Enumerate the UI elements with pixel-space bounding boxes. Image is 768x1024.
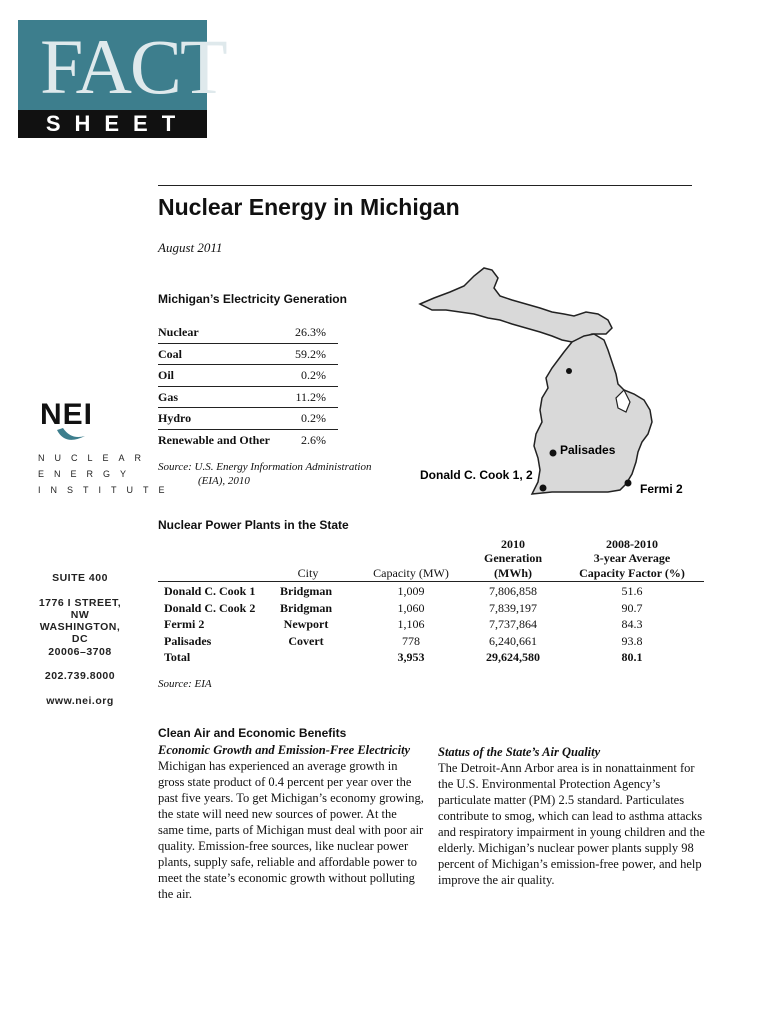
page-title: Nuclear Energy in Michigan (158, 194, 460, 220)
nei-address (30, 572, 130, 720)
document-date: August 2011 (158, 240, 223, 255)
table-total-row (158, 650, 704, 667)
nei-name-line: NUCLEAR (38, 453, 152, 463)
row-label: Renewable and Other (158, 432, 270, 447)
generation-heading: Michigan’s Electricity Generation (158, 292, 347, 306)
table-row (158, 344, 338, 366)
plant-capacity-factor: 93.8 (621, 633, 643, 648)
row-value: 2.6% (301, 432, 326, 447)
header-rule (158, 185, 692, 186)
right-subhead: Status of the State’s Air Quality (438, 745, 601, 759)
plant-generation: 6,240,661 (489, 633, 537, 648)
plant-capacity-factor: 51.6 (621, 584, 643, 598)
plant-capacity: 778 (402, 633, 420, 648)
fact-logo-top (18, 20, 226, 110)
total-generation: 29,624,580 (486, 650, 540, 664)
left-body: Michigan has experienced an average growth in gross state product of 0.4 percent per year over the past five years. To get Michigan’s economy growing, the state will need new sources of power. At the same time, parts of Michigan must deal with poor air quality. Emission-free sources, like nuclear power plants, supply safe, reliable and affordable power to meet the state’s economic growth without polluting the air. (158, 759, 424, 901)
row-value: 0.2% (301, 411, 326, 425)
fermi-label: Fermi 2 (640, 482, 683, 496)
table-row (158, 584, 704, 601)
palisades-marker (550, 450, 557, 457)
total-capacity: 3,953 (397, 650, 425, 664)
plant-generation: 7,839,197 (489, 600, 537, 615)
row-label: Oil (158, 368, 175, 382)
plant-generation: 7,806,858 (489, 584, 537, 598)
row-value: 26.3% (295, 325, 326, 339)
cook-marker (540, 485, 547, 492)
sheet-word: SHEET (45, 111, 190, 136)
col-header-capacity: Capacity (MW) (373, 566, 449, 580)
table-row (158, 365, 338, 387)
fermi-marker (625, 480, 632, 487)
col-header-city: City (297, 566, 319, 580)
plants-source: Source: EIA (158, 678, 212, 690)
total-label: Total (164, 650, 191, 664)
address-line: SUITE 400 (52, 572, 108, 584)
address-line: WASHINGTON, DC (39, 621, 121, 646)
col-header-cf-3: Capacity Factor (%) (579, 566, 685, 580)
plant-city: Covert (288, 633, 324, 648)
row-label: Gas (158, 389, 179, 404)
generation-table (158, 322, 338, 450)
plant-capacity-factor: 90.7 (621, 600, 643, 615)
lower-peninsula-shape (532, 334, 652, 494)
total-capacity-factor: 80.1 (621, 650, 643, 664)
row-label: Hydro (158, 411, 192, 425)
right-body: The Detroit-Ann Arbor area is in nonattainment for the U.S. Environmental Protection Agency’s particulate matter (PM) 2.5 standard. Particulates contribute to smog, which can lead to asthma attacks and respiratory impairment in young children and the elderly. Michigan’s nuclear power plants supply 98 percent of Michigan’s emission-free power, and help improve the air quality. (438, 761, 705, 887)
table-row (158, 634, 704, 651)
fact-word: FACT (40, 23, 226, 110)
table-row (158, 408, 338, 430)
generation-source (158, 460, 371, 488)
col-header-cf-1: 2008-2010 (606, 537, 658, 551)
row-value: 0.2% (301, 368, 326, 382)
plant-name: Palisades (164, 633, 212, 648)
table-row (158, 601, 704, 618)
plant-capacity-factor: 84.3 (621, 617, 643, 631)
nei-name-line: ENERGY (38, 469, 137, 479)
left-subhead: Economic Growth and Emission-Free Electricity (158, 743, 411, 757)
col-header-cf-2: 3-year Average (593, 551, 671, 565)
col-header-gen-1: 2010 (501, 537, 525, 551)
left-column (158, 742, 424, 902)
table-row (158, 387, 338, 409)
plants-header-rule (158, 581, 704, 582)
palisades-label: Palisades (560, 443, 616, 457)
upper-peninsula-shape (420, 268, 612, 342)
website-link[interactable]: www.nei.org (46, 694, 114, 707)
row-label: Coal (158, 346, 182, 361)
nei-logo: NEI (40, 398, 94, 431)
nei-swoosh-icon (55, 426, 95, 446)
fact-logo-bottom (18, 110, 207, 138)
plant-capacity: 1,060 (397, 600, 425, 615)
address-line: 1776 I STREET, NW (38, 596, 122, 621)
plant-generation: 7,737,864 (489, 617, 537, 631)
row-label: Nuclear (158, 325, 199, 339)
address-line: 202.739.8000 (44, 670, 116, 683)
plant-city: Bridgman (279, 584, 332, 598)
plant-capacity: 1,009 (397, 584, 425, 598)
plant-city: Newport (283, 617, 329, 631)
row-value: 11.2% (295, 389, 326, 404)
michigan-map (412, 262, 702, 502)
col-header-gen-3: (MWh) (494, 566, 532, 580)
nei-name-line: INSTITUTE (38, 485, 175, 495)
right-column (438, 744, 710, 888)
nei-name (38, 450, 175, 498)
table-row (158, 322, 338, 344)
address-line: 20006–3708 (48, 645, 112, 658)
source-line: (EIA), 2010 (198, 475, 250, 487)
plant-city: Bridgman (279, 600, 332, 615)
source-line: Source: U.S. Energy Information Administration (158, 461, 372, 473)
plant-name: Fermi 2 (164, 617, 205, 631)
big-rock-marker (566, 368, 572, 374)
plant-capacity: 1,106 (397, 617, 425, 631)
benefits-heading: Clean Air and Economic Benefits (158, 726, 347, 740)
plant-name: Donald C. Cook 1 (164, 584, 256, 598)
table-row (158, 430, 338, 451)
table-row (158, 617, 704, 634)
plant-name: Donald C. Cook 2 (164, 600, 256, 615)
plants-heading: Nuclear Power Plants in the State (158, 518, 349, 532)
col-header-gen-2: Generation (484, 551, 542, 565)
cook-label: Donald C. Cook 1, 2 (420, 468, 533, 482)
row-value: 59.2% (295, 346, 326, 361)
fact-sheet-logo (18, 20, 226, 138)
